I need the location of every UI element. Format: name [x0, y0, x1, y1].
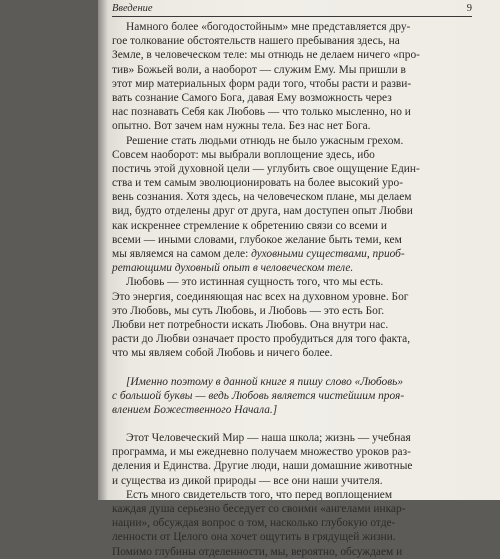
text-line: опытно. Вот зачем нам нужны тела. Без нас нет Бога. — [112, 120, 371, 133]
header-rule — [112, 16, 472, 17]
text-line: и существа из дикой природы — все они наши учителя. — [112, 474, 383, 487]
text-line: Это энергия, соединяющая нас всех на духовном уровне. Бог — [112, 290, 409, 303]
text-line: Любовь — это истинная сущность того, что мы есть. — [126, 276, 384, 289]
text-line: как искреннее стремление к обретению связи со всеми и — [112, 219, 387, 232]
text-line: Этот Человеческий Мир — наша школа; жизнь — учебная — [126, 432, 411, 445]
text-line: нас познавать Себя как Любовь — что только мысленно, но и — [112, 106, 411, 119]
note-line: влением Божественного Начала.] — [112, 403, 278, 416]
text-line: Помимо глубины отделенности, мы, вероятно, обсуждаем и — [112, 545, 403, 558]
text-line: ретающими духовный опыт в человеческом теле. — [112, 262, 354, 275]
text-line: гое толкование обстоятельств нашего пребывания здесь, на — [112, 35, 400, 48]
text-line: Земле, в человеческом теле: мы отнюдь не делаем ничего «про- — [112, 49, 420, 62]
text-line: Есть много свидетельств того, что перед воплощением — [126, 488, 393, 501]
text-line: всеми — иными словами, глубокое желание быть теми, кем — [112, 233, 402, 246]
text-line: программа, и мы ежедневно получаем множество уроков раз- — [112, 446, 411, 459]
page-gutter-shadow — [98, 0, 108, 500]
text-line: Намного более «богодостойным» мне представляется дру- — [126, 21, 411, 33]
note-line: с большой буквы — ведь Любовь является чистейшим проя- — [112, 389, 405, 402]
text-line: вень сознания. Хотя здесь, на человеческом плане, мы делаем — [112, 191, 412, 204]
text-line: этот мир материальных форм ради того, чтобы расти и разви- — [112, 77, 412, 90]
body-text — [112, 20, 472, 559]
text-line: вать сознание Самого Бога, давая Ему возможность через — [112, 91, 392, 104]
text-line: нации», обсуждая вопрос о том, насколько глубокую отде- — [112, 517, 396, 530]
text-line: это Любовь, мы суть Любовь, и Любовь — это есть Бог. — [112, 304, 385, 317]
text-fragment: мы являемся на самом деле: — [112, 248, 249, 260]
text-line: тив» Божьей воли, а наоборот — служим Ему. Мы пришли в — [112, 63, 406, 76]
text-line: вид, будто отделены друг от друга, нам доступен опыт Любви — [112, 205, 413, 218]
italic-fragment: духовными существами, приоб- — [251, 248, 405, 260]
book-page — [98, 0, 500, 558]
page-header — [112, 3, 472, 17]
note-line: [Именно поэтому в данной книге я пишу слово «Любовь» — [126, 375, 404, 388]
text-line: деления и Единства. Другие люди, наши домашние животные — [112, 460, 413, 473]
text-line: Решение стать людьми отнюдь не было ужасным грехом. — [126, 134, 404, 147]
text-line: расти до Любви означает просто пробудиться для того факта, — [112, 333, 411, 346]
text-line: что мы являем собой Любовь и ничего более. — [112, 347, 333, 360]
text-line — [112, 247, 472, 261]
page-number: 9 — [466, 3, 472, 14]
text-line: каждая душа серьезно беседует со своими «ангелами инкар- — [112, 503, 406, 515]
text-line: Любви нет потребности искать Любовь. Она внутри нас. — [112, 318, 389, 331]
text-line: ленности от Целого она хочет ощутить в грядущей жизни. — [112, 531, 396, 544]
text-line: постичь этой духовной цели — углубить свое ощущение Един- — [112, 162, 420, 175]
text-line: Совсем наоборот: мы выбрали воплощение здесь, ибо — [112, 148, 375, 161]
text-line: ства и тем самым эволюционировать на более высокий уро- — [112, 177, 403, 190]
running-title: Введение — [112, 3, 153, 14]
